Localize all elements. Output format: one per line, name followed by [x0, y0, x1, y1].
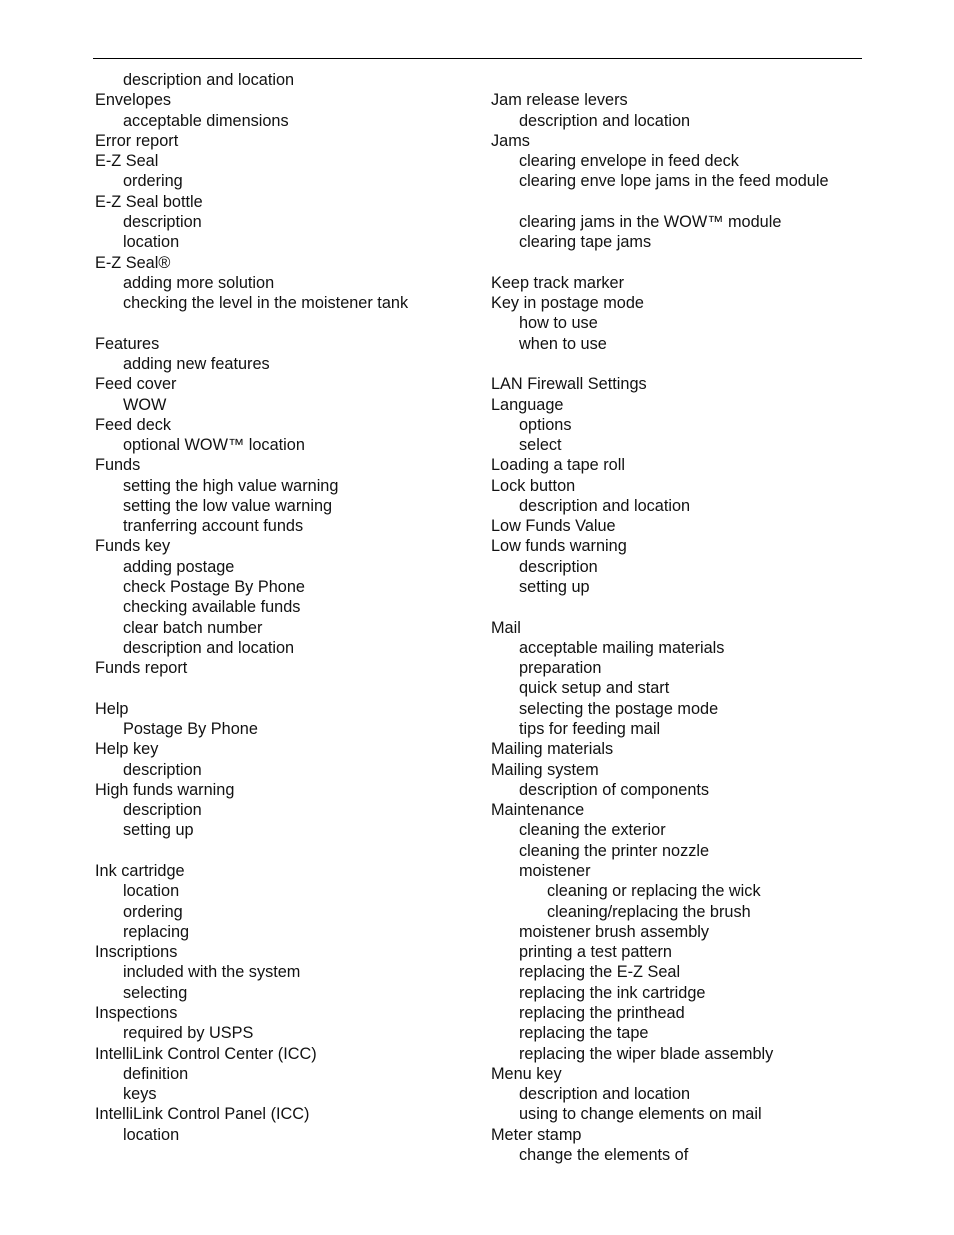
- index-entry: Meter stamp: [491, 1125, 582, 1144]
- index-subentry: clearing tape jams: [519, 233, 652, 252]
- index-subentry: acceptable dimensions: [123, 111, 289, 130]
- index-subentry: select: [519, 436, 562, 455]
- index-entry: Error report: [95, 131, 179, 150]
- index-subentry: definition: [123, 1064, 189, 1083]
- index-subsubentry: cleaning/replacing the brush: [547, 902, 751, 921]
- index-subentry: replacing the tape: [519, 1024, 649, 1043]
- index-entry: Low Funds Value: [491, 517, 616, 536]
- index-column-left: [95, 70, 475, 1145]
- index-entry: Mailing system: [491, 760, 599, 779]
- index-entry: Help: [95, 699, 129, 718]
- index-subentry: adding postage: [123, 557, 235, 576]
- index-subentry: check Postage By Phone: [123, 578, 305, 597]
- index-subentry: description of components: [519, 780, 710, 799]
- index-subentry: location: [123, 233, 180, 252]
- index-entry: Key in postage mode: [491, 294, 644, 313]
- index-subentry: adding new features: [123, 354, 270, 373]
- index-subentry: acceptable mailing materials: [519, 638, 725, 657]
- index-entry: Ink cartridge: [95, 861, 185, 880]
- index-subentry: keys: [123, 1085, 157, 1104]
- index-spacer: [95, 841, 475, 861]
- index-entry: LAN Firewall Settings: [491, 375, 647, 394]
- index-subentry: when to use: [519, 334, 607, 353]
- index-subentry: setting up: [123, 821, 194, 840]
- index-subentry: selecting the postage mode: [519, 699, 719, 718]
- index-subentry: description: [519, 557, 598, 576]
- index-spacer: [491, 354, 871, 374]
- index-entry: Features: [95, 334, 160, 353]
- index-subentry: ordering: [123, 902, 183, 921]
- index-subentry: tranferring account funds: [123, 517, 304, 536]
- index-entry: Inscriptions: [95, 943, 178, 962]
- index-subentry: replacing the ink cartridge: [519, 983, 706, 1002]
- index-subentry: ordering: [123, 172, 183, 191]
- index-entry: E-Z Seal®: [95, 253, 171, 272]
- index-entry: Mail: [491, 618, 521, 637]
- index-entry: Jams: [491, 131, 530, 150]
- index-subentry: optional WOW™ location: [123, 436, 305, 455]
- index-spacer: [95, 678, 475, 698]
- index-entry: Jam release levers: [491, 91, 628, 110]
- index-entry: Feed deck: [95, 415, 172, 434]
- index-subentry: setting the high value warning: [123, 476, 339, 495]
- index-subentry: using to change elements on mail: [519, 1105, 762, 1124]
- index-subentry: description and location: [123, 638, 295, 657]
- index-subentry: replacing the printhead: [519, 1003, 685, 1022]
- index-subentry: checking the level in the moistener tank: [123, 294, 409, 313]
- header-rule: [93, 58, 862, 59]
- index-entry: Envelopes: [95, 91, 172, 110]
- index-subsubentry: cleaning or replacing the wick: [547, 882, 761, 901]
- index-subentry: location: [123, 1125, 180, 1144]
- index-entry: Feed cover: [95, 375, 177, 394]
- index-subentry: setting the low value warning: [123, 496, 333, 515]
- index-subentry: selecting: [123, 983, 188, 1002]
- index-subentry: description and location: [123, 71, 295, 89]
- index-subentry: tips for feeding mail: [519, 720, 661, 738]
- index-subentry: description and location: [519, 496, 691, 515]
- index-entry: Menu key: [491, 1064, 562, 1083]
- index-subentry: printing a test pattern: [519, 943, 672, 962]
- index-subentry: description and location: [519, 111, 691, 130]
- index-entry: Lock button: [491, 476, 576, 495]
- index-spacer: [95, 313, 475, 333]
- index-entry: Keep track marker: [491, 273, 625, 292]
- index-subentry: adding more solution: [123, 273, 275, 292]
- index-subentry: description and location: [519, 1085, 691, 1104]
- index-entry: Help key: [95, 740, 159, 759]
- index-entry: IntelliLink Control Center (ICC): [95, 1044, 317, 1063]
- index-subentry: location: [123, 882, 180, 901]
- index-subentry: checking available funds: [123, 598, 301, 617]
- index-subentry: Postage By Phone: [123, 720, 258, 738]
- index-subentry: cleaning the exterior: [519, 821, 666, 840]
- index-subentry: WOW: [123, 395, 167, 414]
- index-subentry: preparation: [519, 659, 602, 678]
- index-entry: IntelliLink Control Panel (ICC): [95, 1105, 310, 1124]
- index-subentry: setting up: [519, 578, 590, 597]
- index-entry: Funds report: [95, 659, 188, 678]
- index-entry: High funds warning: [95, 780, 235, 799]
- index-entry: Funds: [95, 456, 141, 475]
- index-subentry: included with the system: [123, 963, 301, 982]
- index-subentry: change the elements of: [519, 1145, 689, 1164]
- index-subentry: description: [123, 212, 202, 231]
- index-subentry: clearing envelope in feed deck: [519, 152, 739, 171]
- index-entry: Inspections: [95, 1003, 178, 1022]
- index-spacer: [491, 70, 871, 90]
- index-subentry: description: [123, 760, 202, 779]
- index-spacer: [491, 192, 871, 212]
- index-subentry: quick setup and start: [519, 679, 670, 698]
- index-spacer: [491, 253, 871, 273]
- index-entry: Loading a tape roll: [491, 456, 625, 475]
- index-spacer: [491, 597, 871, 617]
- index-subentry: replacing the wiper blade assembly: [519, 1044, 774, 1063]
- index-subentry: clearing enve lope jams in the feed module: [519, 172, 829, 191]
- index-subentry: cleaning the printer nozzle: [519, 841, 710, 860]
- index-entry: Language: [491, 395, 564, 414]
- index-subentry: required by USPS: [123, 1024, 254, 1043]
- index-subentry: clearing jams in the WOW™ module: [519, 212, 782, 231]
- index-column-right: [491, 70, 871, 1165]
- index-subentry: options: [519, 415, 572, 434]
- index-subentry: description: [123, 801, 202, 820]
- index-subentry: replacing the E-Z Seal: [519, 963, 681, 982]
- index-subentry: replacing: [123, 922, 190, 941]
- index-entry: Low funds warning: [491, 537, 627, 556]
- index-entry: E-Z Seal bottle: [95, 192, 203, 211]
- index-entry: Funds key: [95, 537, 171, 556]
- index-subentry: moistener brush assembly: [519, 922, 710, 941]
- index-entry: Mailing materials: [491, 740, 614, 759]
- index-entry: Maintenance: [491, 801, 585, 820]
- index-subentry: how to use: [519, 314, 598, 333]
- index-entry: E-Z Seal: [95, 152, 159, 171]
- index-subentry: clear batch number: [123, 618, 263, 637]
- index-subentry: moistener: [519, 861, 591, 880]
